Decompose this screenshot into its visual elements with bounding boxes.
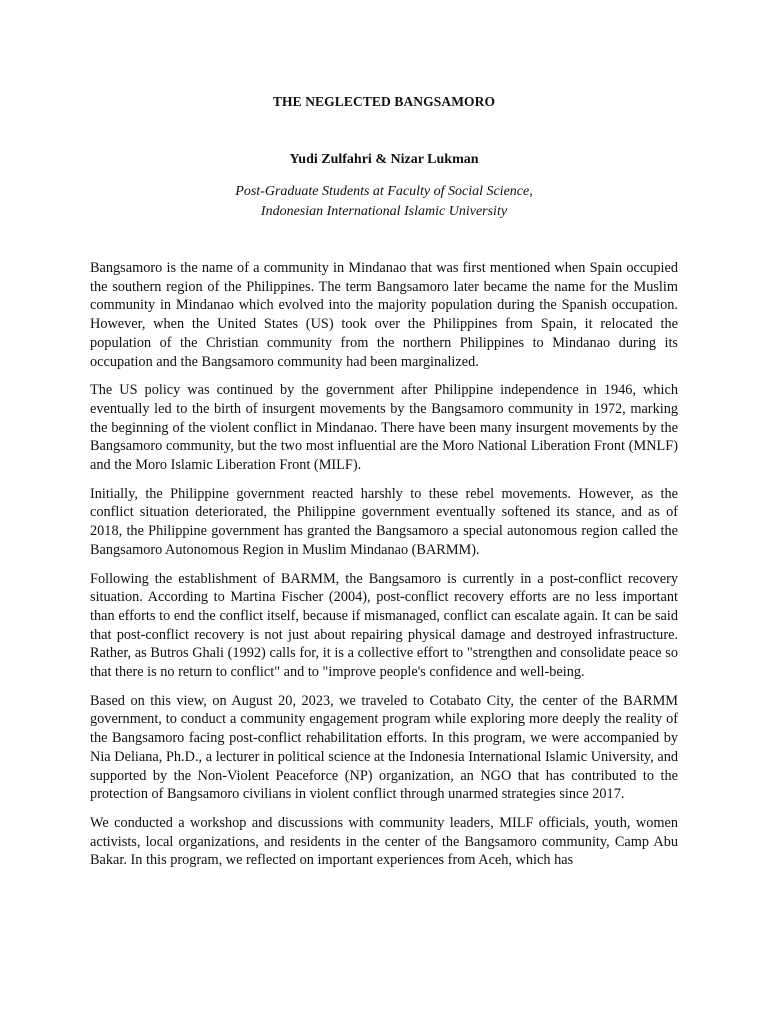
author-affiliation — [0, 182, 768, 222]
document-authors: Yudi Zulfahri & Nizar Lukman — [289, 152, 479, 167]
paragraph-5: Based on this view, on August 20, 2023, we traveled to Cotabato City, the center of the BARMM government, to conduct a community engagement program while exploring more deeply the reality of the Bangsamoro facing post-conflict rehabilitation efforts. In this program, we were accompanied by Nia Deliana, Ph.D., a lecturer in political science at the Indonesia International Islamic University, and supported by the Non-Violent Peaceforce (NP) organization, an NGO that has contributed to the protection of Bangsamoro civilians in violent conflict through unarmed strategies since 2017. — [90, 692, 678, 803]
paragraph-1: Bangsamoro is the name of a community in Mindanao that was first mentioned when Spain occupied the southern region of the Philippines. The term Bangsamoro later became the name for the Muslim community in Mindanao which evolved into the majority population during the Spanish occupation. However, when the United States (US) took over the Philippines from Spain, it relocated the population of the Christian community from the northern Philippines to Mindanao during its occupation and the Bangsamoro community had been marginalized. — [90, 260, 678, 370]
paragraph-4: Following the establishment of BARMM, the Bangsamoro is currently in a post-conflict recovery situation. According to Martina Fischer (2004), post-conflict recovery efforts are no less important than efforts to end the conflict itself, because if mismanaged, conflict can escalate again. It can be said that post-conflict recovery is not just about repairing physical damage and destroyed infrastructure. Rather, as Butros Ghali (1992) calls for, it is a collective effort to "strengthen and consolidate peace so that there is no return to conflict" and to "improve people's confidence and well-being. — [90, 570, 678, 681]
affiliation-line-2: Indonesian International Islamic University — [260, 204, 508, 219]
paragraph-2: The US policy was continued by the government after Philippine independence in 1946, which eventually led to the birth of insurgent movements by the Bangsamoro community in 1972, marking the beginning of the violent conflict in Mindanao. There have been many insurgent movements by the Bangsamoro community, but the two most influential are the Moro National Liberation Front (MNLF) and the Moro Islamic Liberation Front (MILF). — [90, 382, 678, 474]
paragraph-6: We conducted a workshop and discussions with community leaders, MILF officials, youth, women activists, local organizations, and residents in the center of the Bangsamoro community, Camp Abu Bakar. In this program, we reflected on important experiences from Aceh, which has — [90, 814, 678, 869]
document-body — [90, 259, 678, 880]
document-title: THE NEGLECTED BANGSAMORO — [272, 94, 496, 109]
paragraph-3: Initially, the Philippine government reacted harshly to these rebel movements. However, as the conflict situation deteriorated, the Philippine government eventually softened its stance, and as of 2018, the Philippine government has granted the Bangsamoro a special autonomous region called the Bangsamoro Autonomous Region in Muslim Mindanao (BARMM). — [90, 485, 678, 558]
affiliation-line-1: Post-Graduate Students at Faculty of Social Science, — [235, 184, 533, 199]
